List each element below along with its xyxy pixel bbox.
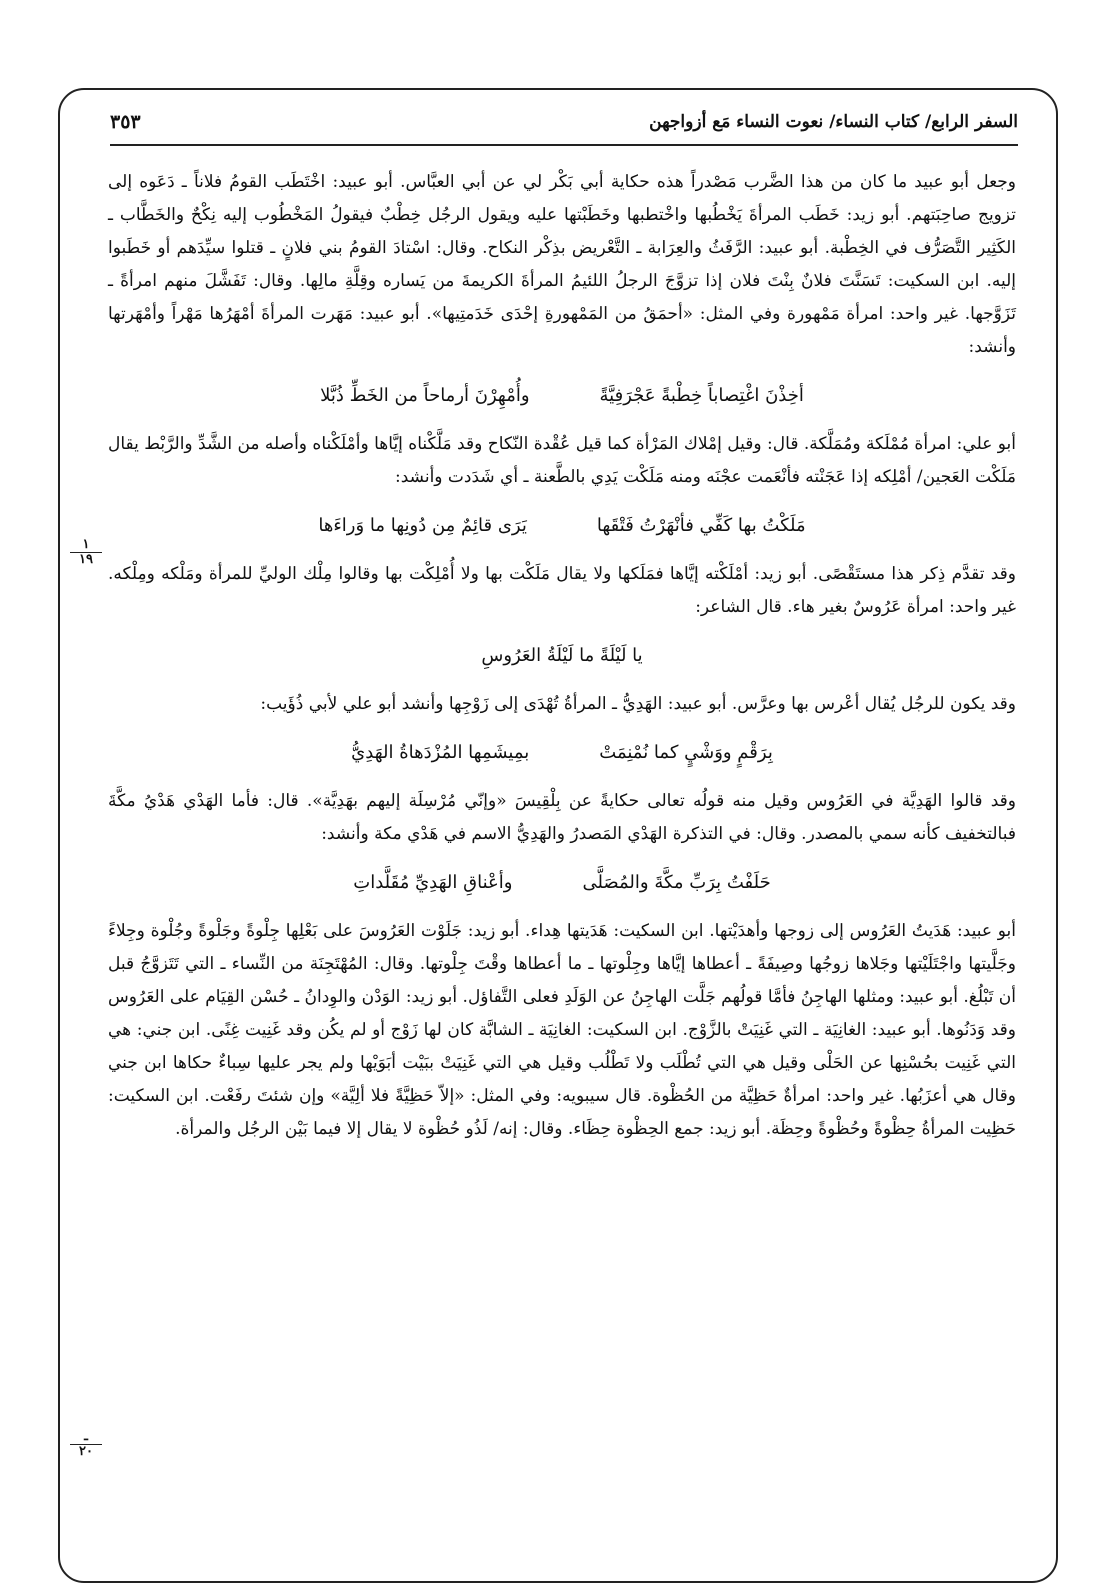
paragraph: وقد قالوا الهَدِيَّة في العَرُوس وقيل منه قولُه تعالى حكايةً عن بِلْقِيسَ «وإنّي مُرْسِلَة إليهم بهَدِيَّة». قال: فأما الهَدْي هَدْيُ مكَّةَ فبالتخفيف كأنه سمي بالمصدر. وقال: في التذكرة الهَدْي المَصدرُ والهَدِيُّ الاسم في هَدْي مكة وأنشد: (108, 791, 1016, 844)
margin-mark (70, 538, 102, 567)
page-header (110, 100, 1018, 146)
paragraph: وقد تقدَّم ذِكر هذا مستَقْصًى. أبو زيد: أمْلَكْته إيَّاها فمَلَكها ولا يقال مَلَكْت بها ولا أُمْلِكْت بها وقالوا مِلْك الوليِّ للمرأة ومَلْكه ومِلْكه. غير واحد: امرأة عَرُوسٌ بغير هاء. قال الشاعر: (108, 564, 1016, 617)
paragraph: وجعل أبو عبيد ما كان من هذا الضَّرب مَصْدراً هذه حكاية أبي بَكْر لي عن أبي العبَّاس. أبو عبيد: اخْتَطَب القومُ فلاناً ـ دَعَوه إلى تزويج صاحِبَتهم. أبو زيد: خَطَب المرأةَ يَخْطُبها واخْتطبها وخَطَبْتها عليه ويقول الرجُل خِطْبٌ فيقولُ المَخْطُوب إليه نِكْحٌ والخَطَّاب ـ الكَثِير التَّصَرُّف في الخِطْبة. أبو عبيد: الرَّفَثُ والعِرَابة ـ التَّعْريض بذِكْر النكاح. وقال: اسْتادَ القومُ بني فلانٍ ـ قتلوا سيِّدَهم أو خَطَبوا إليه. ابن السكيت: تَسَنَّتَ فلانٌ بِنْتَ فلان إذا تزوَّجَ الرجلُ اللئيمُ المرأةَ الكريمةَ من يَساره وقِلَّةِ مالِها. وقال: تَفَشَّلَ منهم امرأةً ـ تَزَوَّجها. غير واحد: امرأة مَمْهورة وفي المثل: «أحمَقُ من المَمْهورةِ إحْدَى خَدَمتِيها». أبو عبيد: مَهَرت المرأةَ أمْهَرُها مَهْراً وأمْهَرتها وأنشد: (108, 172, 1016, 357)
verse-second-hemistich: وأعْناقِ الهَدِيِّ مُقَلَّداتِ (353, 872, 513, 893)
margin-mark-bottom: ١٩ (79, 552, 93, 567)
paragraph: وقد يكون للرجُل يُقال أعْرس بها وعرَّس. أبو عبيد: الهَدِيُّ ـ المرأةُ تُهْدَى إلى زَوْجِها وأنشد أبو علي لأبي ذُؤَيب: (260, 694, 1016, 714)
verse-second-hemistich: بمِيشَمِها المُزْدَهاةُ الهَدِيُّ (351, 742, 530, 763)
verse-first-hemistich: أخِذْنَ اغْتِصاباً خِطْبةً عَجْرَفِيَّةً (599, 385, 804, 406)
page-number: ٣٥٣ (110, 111, 141, 133)
running-head: السفر الرابع/ كتاب النساء/ نعوت النساء مَع أزواجهن (649, 112, 1018, 132)
body-text (108, 166, 1016, 1146)
paragraph: أبو عبيد: هَدَيتُ العَرُوس إلى زوجها وأهدَيْتها. ابن السكيت: هَدَيتها هِداء. أبو زيد: جَلَوْت العَرُوسَ على بَعْلِها جِلْوةً وجَلْوةً وجُلْوة وجِلاءً وجَلَّيتها واجْتَلَيْتها وجَلاها زوجُها وصِيفَةً ـ أعطاها إيَّاها وجِلْوتها ـ ما أعطاها وقْتَ جِلْوتها. وقال: المُهْتَجِنَة من النِّساء ـ التي تَتَزوَّجُ قبل أن تَبْلُغ. أبو عبيد: ومثلها الهاجِنُ فأمَّا قولُهم جَلَّت الهاجِنُ عن الوَلَدِ فعلى التَّفاؤل. أبو زيد: الوَدْن والوِدانُ ـ حُسْن القِيَام على العَرُوس وقد وَدَنُوها. أبو عبيد: الغانِيَة ـ التي غَنِيَتْ بالزَّوْج. ابن السكيت: الغانِيَة ـ الشابَّة كان لها زَوْج أو لم يكُن وقد غَنِيت غِنًى. ابن جني: هي التي غَنِيت بحُسْنِها عن الحَلْى وقيل هي التي تُطْلَب ولا تَطْلُب وقيل هي التي غَنِيَتْ ببَيْت أبَوَيْها ولم يجر عليها سِباءٌ حكاها ابن جني وقال هي أعزَبُها. غير واحد: امرأةٌ حَظِيَّة من الحُظْوة. قال سيبويه: وفي المثل: «إلاّ حَظِيَّةً فلا ألِيَّة» وإن شئتَ رفَعْت. ابن السكيت: حَظِيت المرأةُ حِظْوةً وحُظْوةً وحِظَة. أبو زيد: جمع الحِظْوة حِظَاء. وقال: إنه/ لَذُو حُظْوة لا يقال إلا فيما بَيْن الرجُل والمرأة. (108, 921, 1016, 1139)
margin-mark (70, 1430, 102, 1459)
verse (108, 378, 1016, 414)
verse-second-hemistich: وأُمْهِرْنَ أرماحاً من الخَطِّ ذُبَّلا (320, 385, 530, 406)
margin-mark-bottom: ٢٠ (79, 1444, 93, 1459)
verse (108, 865, 1016, 901)
margin-mark-top: ١ (70, 538, 102, 553)
verse-first-hemistich: مَلَكْتُ بها كَفِّي فأنْهَرْتُ فَتْقَها (596, 515, 806, 536)
paragraph: أبو علي: امرأة مُمْلَكة ومُمَلَّكة. قال: وقيل إمْلاك المَرْأة كما قيل عُقْدة النّكاح وقد مَلَّكْناه إيَّاها وأمْلَكْناه وأصله من الشَّدِّ والرَّبْط يقال مَلَكْت العَجين/ أمْلِكه إذا عَجَنْته فأنْعَمت عجْنَه ومنه مَلَكْت يَدِي بالطَّعنة ـ أي شَدَدت وأنشد: (108, 434, 1016, 487)
verse (108, 508, 1016, 544)
verse-first-hemistich: بِرَقْمٍ ووَشْيٍ كما نُمْنِمَتْ (599, 742, 773, 763)
verse-first-hemistich: حَلَفْتُ بِرَبِّ مكَّةَ والمُصَلَّى (582, 872, 771, 893)
verse (108, 735, 1016, 771)
verse (108, 638, 1016, 674)
margin-mark-top: ـ (70, 1430, 102, 1445)
verse-second-hemistich: يَرَى قائِمٌ مِن دُونِها ما وَراءَها (318, 515, 527, 536)
verse-single-line: يا لَيْلَةً ما لَيْلَةُ العَرُوسِ (481, 645, 643, 666)
